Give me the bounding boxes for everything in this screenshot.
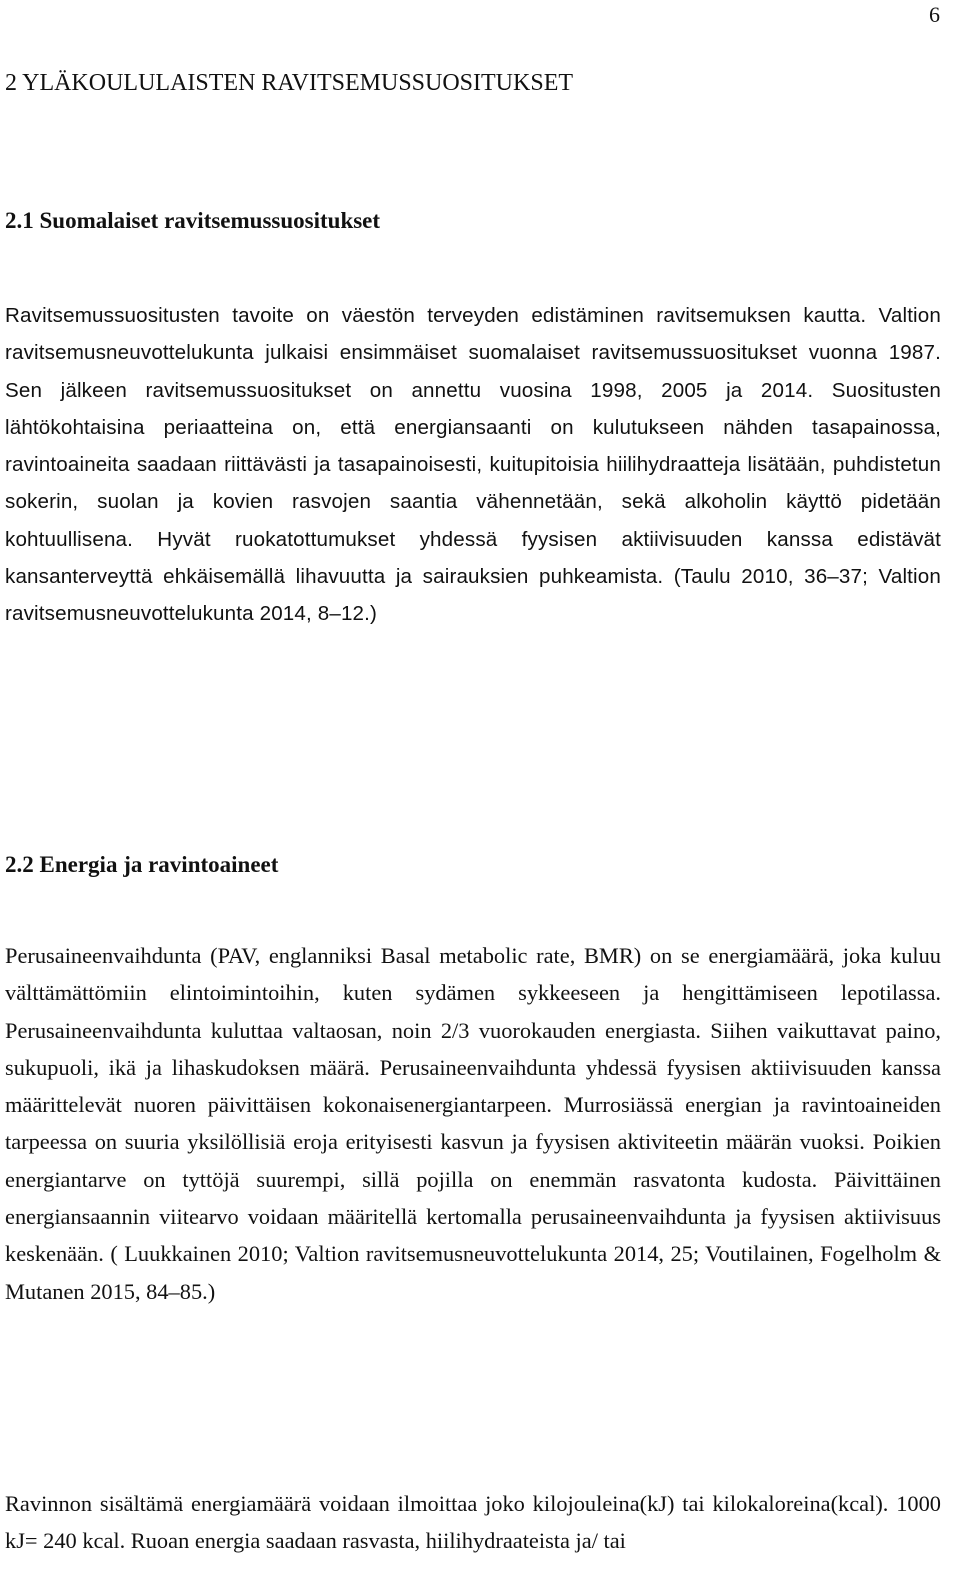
paragraph-ravitsemussuositukset: Ravitsemussuositusten tavoite on väestön terveyden edistäminen ravitsemuksen kautta. Valtion ravitsemusneuvottelukunta julkaisi ensimmäiset suomalaiset ravitsemussuositukset vuonna 1987. Sen jälkeen ravitsemussuositukset on annettu vuosina 1998, 2005 ja 2014. Suositusten lähtökohtaisina periaatteina on, että energiansaanti on kulutukseen nähden tasapainossa, ravintoaineita saadaan riittävästi ja tasapainoisesti, kuitupitoisia hiilihydraatteja lisätään, puhdistetun sokerin, suolan ja kovien rasvojen saantia vähennetään, sekä alkoholin käyttö pidetään kohtuullisena. Hyvät ruokatottumukset yhdessä fyysisen aktiivisuuden kanssa edistävät kansanterveyttä ehkäisemällä lihavuutta ja sairauksien puhkeamista. (Taulu 2010, 36–37; Valtion ravitsemusneuvottelukunta 2014, 8–12.) — [5, 304, 941, 626]
section-heading-2-1: 2.1 Suomalaiset ravitsemussuositukset — [5, 208, 381, 233]
paragraph-energiamaara: Ravinnon sisältämä energiamäärä voidaan ilmoittaa joko kilojouleina(kJ) tai kilokaloreina(kcal). 1000 kJ= 240 kcal. Ruoan energia saadaan rasvasta, hiilihydraateista ja/ tai — [5, 1491, 941, 1554]
chapter-heading: 2 YLÄKOULULAISTEN RAVITSEMUSSUOSITUKSET — [5, 70, 574, 96]
section-heading-2-2: 2.2 Energia ja ravintoaineet — [5, 852, 279, 877]
page-number: 6 — [929, 2, 940, 27]
paragraph-perusaineenvaihdunta: Perusaineenvaihdunta (PAV, englanniksi Basal metabolic rate, BMR) on se energiamäärä, joka kuluu välttämättömiin elintoimintoihin, kuten sydämen sykkeeseen ja hengittämiseen lepotilassa. Perusaineenvaihdunta kuluttaa valtaosan, noin 2/3 vuorokauden energiasta. Siihen vaikuttavat paino, sukupuoli, ikä ja lihaskudoksen määrä. Perusaineenvaihdunta yhdessä fyysisen aktiivisuuden kanssa määrittelevät nuoren päivittäisen kokonaisenergiantarpeen. Murrosiässä energian ja ravintoaineiden tarpeessa on suuria yksilöllisiä eroja erityisesti kasvun ja fyysisen aktiviteetin määrän vuoksi. Poikien energiantarve on tyttöjä suurempi, sillä pojilla on enemmän rasvatonta kudosta. Päivittäinen energiansaannin viitearvo voidaan määritellä kertomalla perusaineenvaihdunta ja fyysisen aktiivisuus keskenään. ( Luukkainen 2010; Valtion ravitsemusneuvottelukunta 2014, 25; Voutilainen, Fogelholm & Mutanen 2015, 84–85.) — [5, 943, 941, 1304]
